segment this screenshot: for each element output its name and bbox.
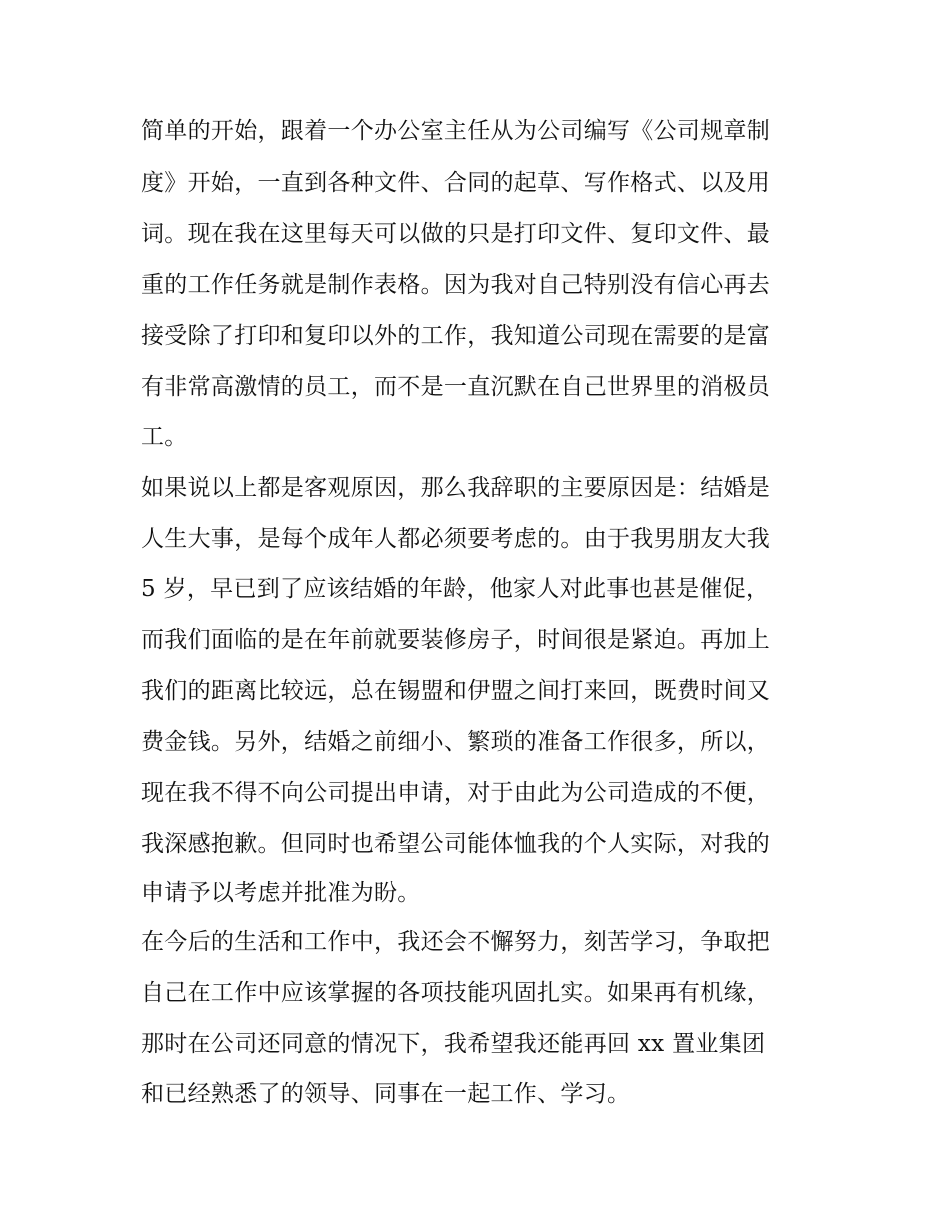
text-line: 自己在工作中应该掌握的各项技能巩固扎实。如果再有机缘， [141,980,771,1006]
text-line: 度》开始，一直到各种文件、合同的起草、写作格式、以及用 [141,170,771,196]
text-line: 工。 [141,424,188,450]
text-line: 如果说以上都是客观原因，那么我辞职的主要原因是：结婚是 [141,475,771,501]
text-line: 有非常高激情的员工，而不是一直沉默在自己世界里的消极员 [141,374,771,400]
text-line: 简单的开始，跟着一个办公室主任从为公司编写《公司规章制 [141,118,771,144]
text-line: 在今后的生活和工作中，我还会不懈努力，刻苦学习，争取把 [141,929,771,955]
text-line: 我们的距离比较远，总在锡盟和伊盟之间打来回，既费时间又 [141,678,771,704]
text-line: 申请予以考虑并批准为盼。 [141,880,421,906]
text-line: 词。现在我在这里每天可以做的只是打印文件、复印文件、最 [141,221,771,247]
text-line: 接受除了打印和复印以外的工作，我知道公司现在需要的是富 [141,323,771,349]
text-line: 而我们面临的是在年前就要装修房子，时间很是紧迫。再加上 [141,627,771,653]
text-line: 那时在公司还同意的情况下，我希望我还能再回 xx 置业集团 [141,1031,766,1057]
text-line: 人生大事，是每个成年人都必须要考虑的。由于我男朋友大我 [141,526,771,552]
text-line: 我深感抱歉。但同时也希望公司能体恤我的个人实际，对我的 [141,831,771,857]
text-line: 现在我不得不向公司提出申请，对于由此为公司造成的不便， [141,780,771,806]
text-line: 5 岁，早已到了应该结婚的年龄，他家人对此事也甚是催促， [141,576,770,602]
text-line: 费金钱。另外，结婚之前细小、繁琐的准备工作很多，所以， [141,729,771,755]
text-line: 和已经熟悉了的领导、同事在一起工作、学习。 [141,1081,631,1107]
text-line: 重的工作任务就是制作表格。因为我对自己特别没有信心再去 [141,272,771,298]
